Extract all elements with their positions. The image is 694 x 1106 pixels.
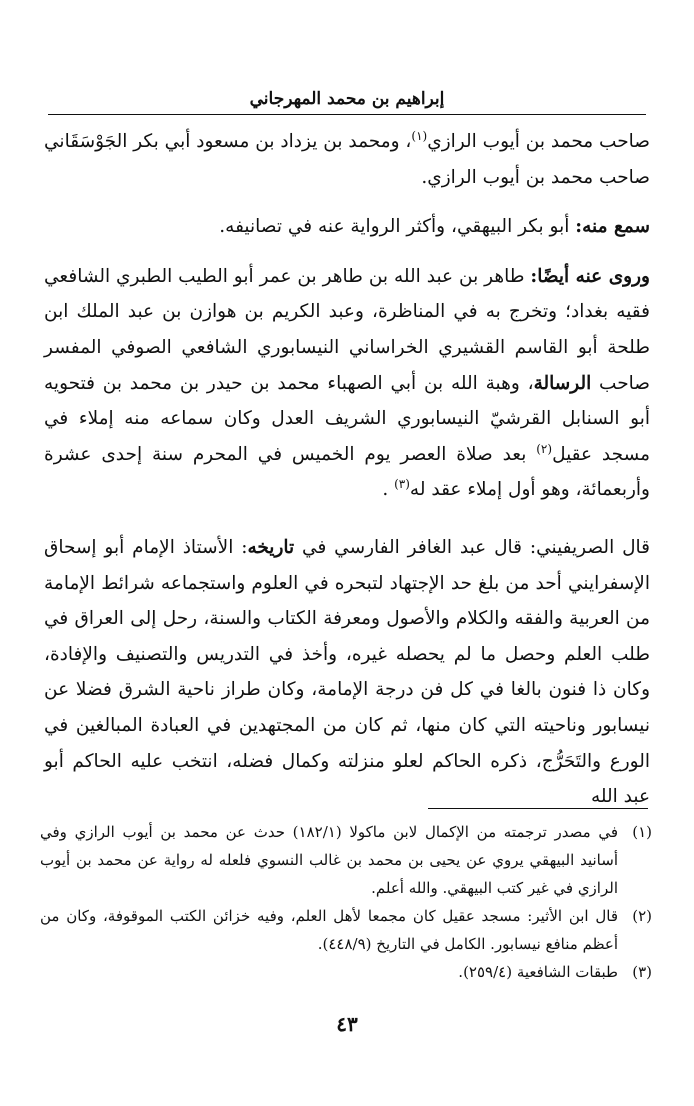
paragraph-3 <box>44 259 650 508</box>
paragraph-1 <box>44 124 650 195</box>
header-rule <box>48 114 646 115</box>
paragraph-text: طاهر بن عبد الله بن طاهر بن عمر أبو الطيب الطبري الشافعي فقيه بغداد؛ وتخرج به في المناظرة، وعبد الكريم بن هوازن بن عبد الملك ابن طلحة أبو القاسم القشيري الخراساني النيسابوري الشافعي الصوفي المفسر صاحب <box>44 265 651 394</box>
paragraph-4 <box>44 530 650 815</box>
footnote-text: طبقات الشافعية (٢٥٩/٤). <box>458 963 618 981</box>
footnote-number: (٣) <box>632 963 652 981</box>
paragraph-text: قال الصريفيني: قال عبد الغافر الفارسي في <box>294 536 650 558</box>
paragraph-text: ، وهبة الله بن أبي الصهباء محمد بن حيدر بن محمد بن فتحويه أبو السنابل القرشيّ النيسابوري الشريف العدل وكان سماعه منه إملاء في مسجد عقيل <box>44 372 650 465</box>
footnotes <box>40 818 652 986</box>
footnote-ref-2[interactable]: (٢) <box>536 441 553 456</box>
paragraph-2 <box>44 209 650 245</box>
footnote-number: (٢) <box>632 907 652 925</box>
heard-from-label: سمع منه: <box>575 216 650 238</box>
page-number: ٤٣ <box>336 1012 358 1036</box>
paragraph-text: : الأستاذ الإمام أبو إسحاق الإسفرايني أحد من بلغ حد الإجتهاد لتبحره في العلوم واستجماعه شرائط الإمامة من العربية والفقه والكلام والأصول ومعرفة الكتاب والسنة، رحل إلى العراق في طلب العلم وحصل ما لم يحصله غيره، وأخذ في التدريس والتصنيف والإفادة، وكان ذا فنون بالغا في كل فن درجة الإمامة، وكان طراز ناحية الشرق فضلا عن نيسابور وناحيته التي كان منها، ثم كان من المجتهدين في العبادة المبالغين في الورع والتَحَرُّج، ذكره الحاكم لعلو منزلته وكمال فضله، انتخب عليه الحاكم أبو عبد الله <box>44 536 650 808</box>
book-title-risala: الرسالة <box>533 372 592 394</box>
main-text <box>44 124 650 815</box>
paragraph-text: بعد صلاة العصر يوم الخميس في المحرم سنة إحدى عشرة وأربعمائة، وهو أول إملاء عقد له <box>44 443 650 501</box>
footnote-ref-1[interactable]: (١) <box>411 128 428 143</box>
footnote-text: في مصدر ترجمته من الإكمال لابن ماكولا (١٨٢/١) حدث عن محمد بن أيوب الرازي وفي أسانيد البيهقي يروي عن يحيى بن محمد بن غالب النسوي فلعله له رواية عن محمد بن أيوب الرازي في غير كتب البيهقي. والله أعلم. <box>40 823 618 897</box>
footnote-rule <box>428 808 648 809</box>
footnote-text: قال ابن الأثير: مسجد عقيل كان مجمعا لأهل العلم، وفيه خزائن الكتب الموقوفة، وكان من أعظم منافع نيسابور. الكامل في التاريخ (٤٤٨/٩). <box>40 907 618 953</box>
footnote-3 <box>40 958 652 986</box>
running-header: إبراهيم بن محمد المهرجاني <box>249 89 445 109</box>
paragraph-text: . <box>382 479 395 501</box>
paragraph-text: صاحب محمد بن أيوب الرازي <box>427 131 650 152</box>
narrated-label: وروى عنه أيضًا: <box>530 265 650 287</box>
footnote-2 <box>40 902 652 958</box>
book-title-tarikh: تاريخه <box>247 536 295 558</box>
paragraph-text: أبو بكر البيهقي، وأكثر الرواية عنه في تصانيفه. <box>219 216 576 238</box>
footnote-number: (١) <box>632 823 652 841</box>
footnote-1 <box>40 818 652 902</box>
paragraph-text: ، ومحمد بن يزداد بن مسعود أبي بكر الجَوْسَقَاني صاحب محمد بن أيوب الرازي. <box>44 131 650 188</box>
footnote-ref-3[interactable]: (٣) <box>394 477 410 492</box>
